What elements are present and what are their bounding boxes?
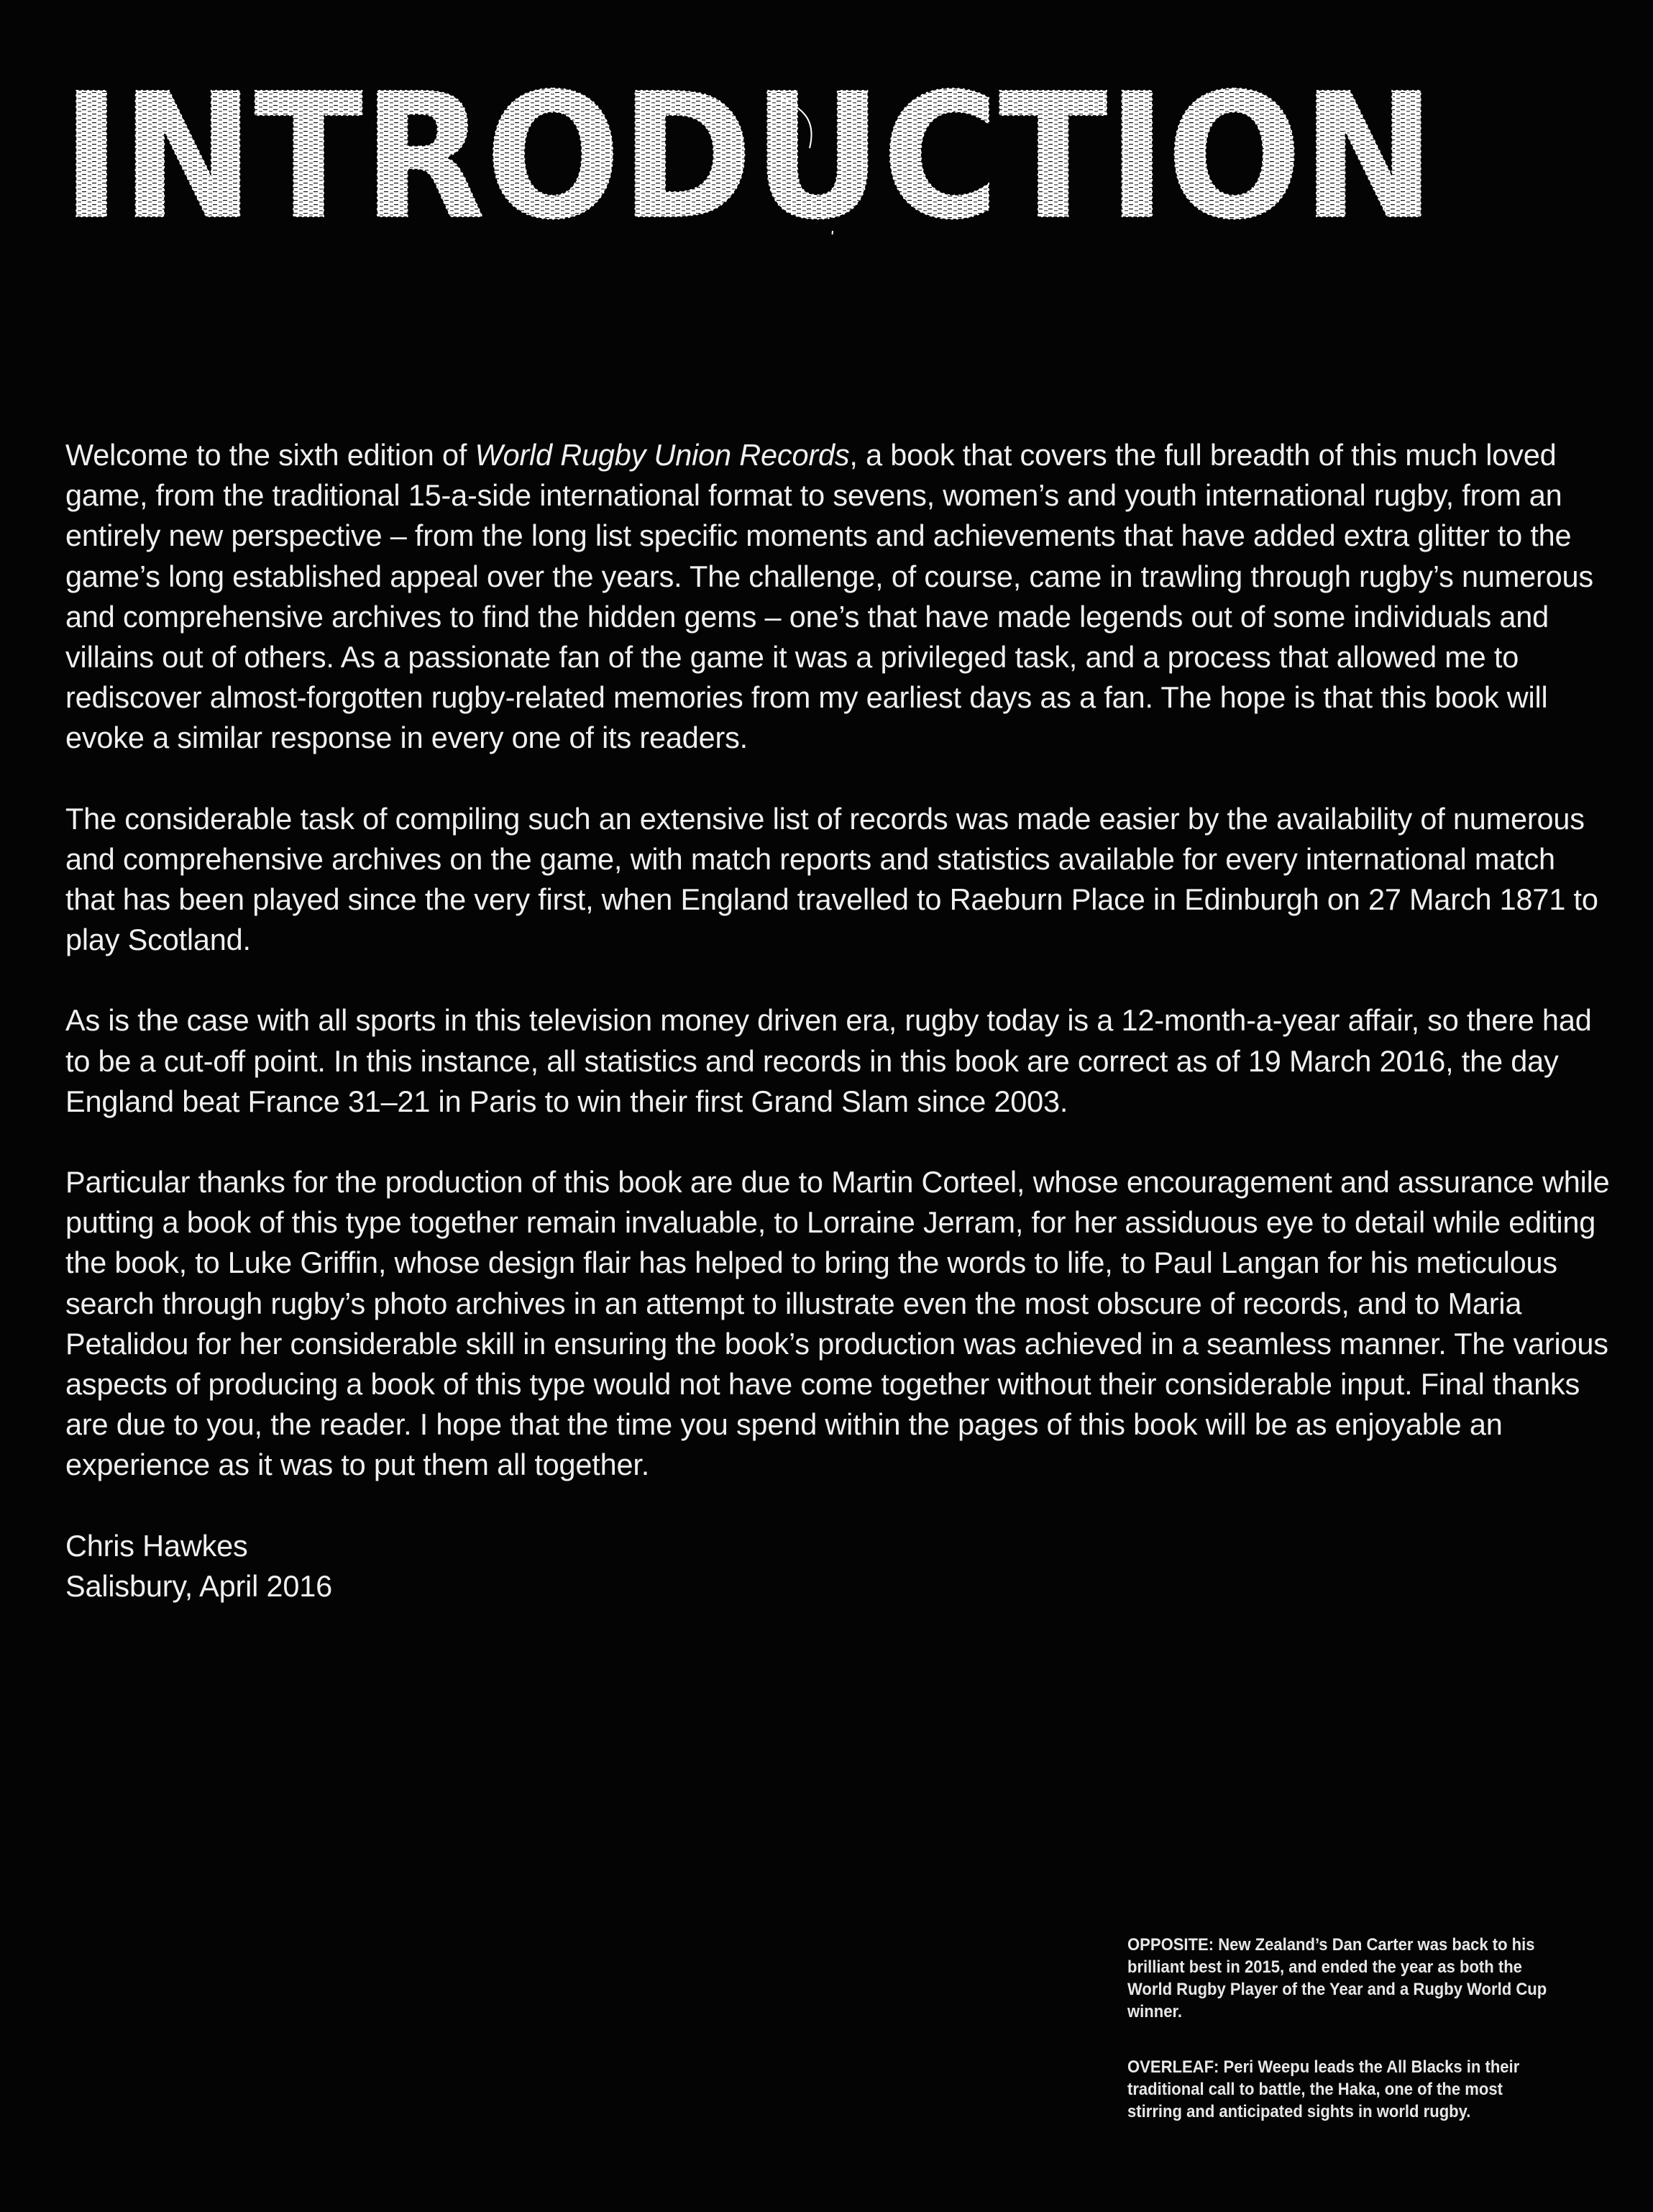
- caption-opposite-label: OPPOSITE:: [1127, 1935, 1214, 1955]
- caption-opposite: [1127, 1934, 1554, 2023]
- introduction-body: [65, 435, 1611, 1607]
- page-title: [62, 69, 1442, 234]
- caption-overleaf-text: Peri Weepu leads the All Blacks in their traditional call to battle, the Haka, one of the most stirring and anticipated sights in world rugby.: [1127, 2057, 1520, 2121]
- signature: [65, 1526, 1611, 1607]
- author-name: Chris Hawkes: [65, 1528, 248, 1563]
- photo-captions: [1127, 1934, 1554, 2156]
- intro-p1-text-start: Welcome to the sixth edition of: [65, 438, 475, 472]
- title-text: INTRODUCTION: [62, 69, 1435, 234]
- intro-paragraph-4: Particular thanks for the production of this book are due to Martin Corteel, whose encouragement and assurance while putting a book of this type together remain invaluable, to Lorraine Jerram, for her assiduous eye to detail while editing the book, to Luke Griffin, whose design flair has helped to bring the words to life, to Paul Langan for his meticulous search through rugby’s photo archives in an attempt to illustrate even the most obscure of records, and to Maria Petalidou for her considerable skill in ensuring the book’s production was achieved in a seamless manner. The various aspects of producing a book of this type would not have come together without their considerable input. Final thanks are due to you, the reader. I hope that the time you spend within the pages of this book will be as enjoyable an experience as it was to put them all together.: [65, 1165, 1610, 1482]
- title-graphic: [62, 69, 1442, 234]
- caption-overleaf-label: OVERLEAF:: [1127, 2057, 1219, 2077]
- intro-paragraph-3: As is the case with all sports in this television money driven era, rugby today is a 12-month-a-year affair, so there had to be a cut-off point. In this instance, all statistics and records in this book are correct as of 19 March 2016, the day England beat France 31–21 in Paris to win their first Grand Slam since 2003.: [65, 1003, 1592, 1118]
- place-date: Salisbury, April 2016: [65, 1568, 333, 1603]
- intro-paragraph-1: [65, 435, 1611, 759]
- intro-paragraph-2: The considerable task of compiling such an extensive list of records was made easier by the availability of numerous and comprehensive archives on the game, with match reports and statistics available for every international match that has been played since the very first, when England travelled to Raeburn Place in Edinburgh on 27 March 1871 to play Scotland.: [65, 801, 1598, 957]
- caption-opposite-text: New Zealand’s Dan Carter was back to his brilliant best in 2015, and ended the year as both the World Rugby Player of the Year and a Rugby World Cup winner.: [1127, 1935, 1547, 2021]
- book-title: World Rugby Union Records: [475, 438, 850, 472]
- intro-p1-text-end: , a book that covers the full breadth of this much loved game, from the traditional 15-a-side international format to sevens, women’s and youth international rugby, from an entirely new perspective – from the long list specific moments and achievements that have added extra glitter to the game’s long established appeal over the years. The challenge, of course, came in trawling through rugby’s numerous and comprehensive archives to find the hidden gems – one’s that have made legends out of some individuals and villains out of others. As a passionate fan of the game it was a privileged task, and a process that allowed me to rediscover almost-forgotten rugby-related memories from my earliest days as a fan. The hope is that this book will evoke a similar response in every one of its readers.: [65, 438, 1593, 755]
- caption-overleaf: [1127, 2056, 1554, 2123]
